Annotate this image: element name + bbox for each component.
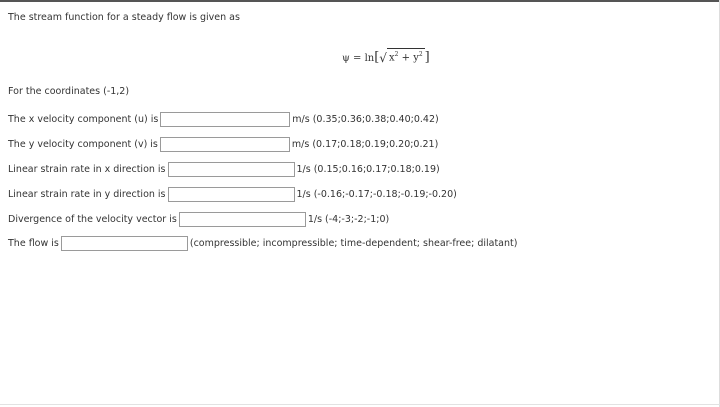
answer-hint: 1/s (-4;-3;-2;-1;0) — [307, 214, 390, 225]
answer-hint: 1/s (-0.16;-0.17;-0.18;-0.19;-0.20) — [296, 189, 457, 200]
question-label: The flow is — [8, 238, 59, 249]
sqrt-symbol: √ — [379, 51, 387, 66]
stream-function-equation — [342, 48, 430, 64]
bottom-border — [0, 404, 720, 405]
power-x: 2 — [394, 51, 399, 58]
answer-hint: m/s (0.35;0.36;0.38;0.40;0.42) — [292, 114, 439, 125]
u-velocity-input[interactable] — [160, 112, 290, 127]
question-label: The y velocity component (v) is — [8, 139, 158, 150]
v-velocity-input[interactable] — [160, 137, 290, 152]
question-label: Linear strain rate in x direction is — [8, 164, 166, 175]
power-y: 2 — [418, 51, 423, 58]
question-label: Linear strain rate in y direction is — [8, 189, 166, 200]
question-strain-x-row — [8, 162, 440, 177]
question-strain-y-row — [8, 187, 457, 202]
top-border — [0, 0, 720, 2]
radicand-y: y — [413, 52, 419, 64]
coordinates-text: For the coordinates (-1,2) — [8, 86, 130, 97]
flow-type-input[interactable] — [61, 236, 188, 251]
divergence-input[interactable] — [179, 212, 306, 227]
question-flow-type-row — [8, 236, 517, 251]
question-u-row — [8, 112, 439, 127]
answer-hint: 1/s (0.15;0.16;0.17;0.18;0.19) — [296, 164, 440, 175]
radicand — [387, 48, 425, 64]
right-bracket: ] — [424, 50, 430, 66]
answer-hint: (compressible; incompressible; time-dependent; shear-free; dilatant) — [189, 238, 518, 249]
intro-text: The stream function for a steady flow is given as — [8, 12, 240, 23]
strain-x-input[interactable] — [168, 162, 295, 177]
left-bracket: [ — [374, 50, 380, 66]
radicand-x: x — [388, 52, 395, 64]
plus-sign: + — [401, 52, 410, 64]
question-v-row — [8, 137, 438, 152]
question-divergence-row — [8, 212, 389, 227]
answer-hint: m/s (0.17;0.18;0.19;0.20;0.21) — [291, 139, 439, 150]
question-label: The x velocity component (u) is — [8, 114, 159, 125]
equation-lhs: ψ = ln — [342, 53, 375, 65]
question-label: Divergence of the velocity vector is — [8, 214, 177, 225]
strain-y-input[interactable] — [168, 187, 295, 202]
